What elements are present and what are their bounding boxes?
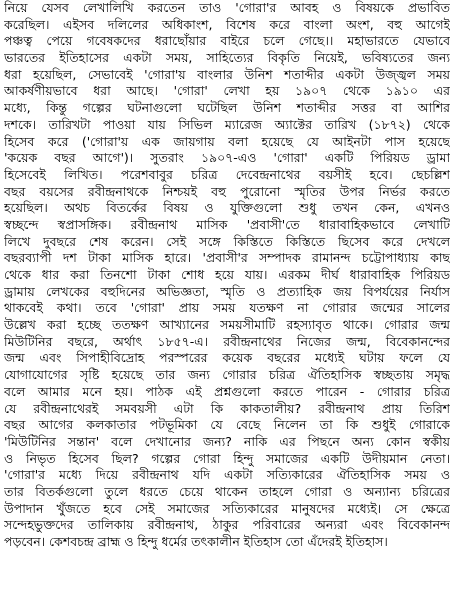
text-line: 'গোরা'র মধ্যে দিয়ে রবীন্দ্রনাথ যদি একটা সত্যিকারের ঐতিহাসিক সময় ও bbox=[4, 467, 450, 483]
text-line: থেকে ধার করা তিনশো টাকা শোধ হয়ে যায়। এরকম দীর্ঘ ধারাবাহিক পিরিয়ড bbox=[4, 267, 450, 282]
text-line: মধ্যে, কিন্তু গল্পের ঘটনাগুলো ঘটেছিল উনিশ শতাব্দীর সত্তর বা আশির bbox=[4, 100, 450, 116]
text-line: 'মিউটিনির সন্তান' বলে দেখানোর জন্য? নাকি এর পিছনে অন্য কোন স্বকীয় bbox=[4, 433, 450, 449]
text-line: লিখে দুবছরে শেষ করেন। সেই সঙ্গে কিস্তিতে কিস্তিতে ছিসেব করে দেখলে bbox=[4, 233, 450, 249]
text-line: ভারতের ইতিহাসের একটা সময়, সাহিত্যের বিকৃতি নিয়েই, ভবিষ্যতের জন্য bbox=[4, 50, 450, 66]
text-line: পঞ্চত্ব পেয়ে গবেষকদের ধরাছোঁয়ার বাইরে চলে গেছে।। মহাভারতে যেভাবে bbox=[4, 33, 450, 49]
text-line: জন্ম এবং সিপাহীবিদ্রোহ পরস্পরের কয়েক বছরের মধ্যেই ঘটায় ফলে যে bbox=[4, 350, 450, 366]
text-line: উল্লেখ করা হচ্ছে ততক্ষণ আখ্যানের সময়সীমাটি রহস্যাবৃত থাকে। গোরার জন্ম bbox=[4, 317, 450, 333]
text-line: তার বিতর্কগুলো তুলে ধরতে চেয়ে থাকেন তাহলে গোরা ও অন্যান্য চরিত্রের bbox=[4, 483, 450, 499]
text-line: ও নিভৃত হিসেব ছিল? গল্পের গোরা হিন্দু সমাজের একটি উদীয়মান নেতা। bbox=[4, 450, 450, 466]
text-line: হয়েছিল। অথচ বিতর্কের বিষয় ও যুক্তিগুলো শুধু তখন কেন, এখনও bbox=[4, 200, 450, 216]
text-line: দশকে। তারিখটা পাওয়া যায় সিভিল ম্যারেজ অ্যাক্টের তারিখ (১৮৭২) থেকে bbox=[4, 116, 450, 132]
text-line: বছর বয়সের রবীন্দ্রনাথকে নিশ্চয়ই বহু পুরোনো স্মৃতির উপর নির্ভর করতে bbox=[4, 183, 450, 199]
text-line: যোগাযোগের সৃষ্টি হয়েছে তার জন্য গোরার চরিত্র ঐতিহাসিক স্বচ্ছতায় সমৃদ্ধ bbox=[4, 367, 450, 383]
text-line: পড়বেন। কেশবচন্দ্র ব্রাহ্ম ও হিন্দু ধর্মের তৎকালীন ইতিহাস তো এঁদেরই ইতিহাস। bbox=[4, 534, 388, 549]
text-line: আকর্ষণীয়ভাবে ধরা আছে। 'গোরা' লেখা হয় ১৯০৭ থেকে ১৯১০ এর bbox=[4, 83, 450, 99]
text-line: নিয়ে যেসব লেখালিখি করতেন তাও 'গোরা'র আবহ ও বিষয়কে প্রভাবিত bbox=[4, 0, 450, 15]
text-line: বলে আমার মনে হয়। পাঠক এই প্রশ্নগুলো করতে পারেন - গোরার চরিত্র bbox=[4, 383, 450, 399]
text-line: মিউটিনির বছরে, অর্থাৎ ১৮৫৭-এ। রবীন্দ্রনাথের নিজের জন্ম, বিবেকানন্দের bbox=[4, 333, 450, 349]
text-line: সন্দেহভুক্তদের তালিকায় রবীন্দ্রনাথ, ঠাকুর পরিবারের অন্যরা এবং বিবেকানন্দ bbox=[4, 517, 450, 533]
text-line: বছর আগের কলকাতার পটভূমিকা যে বেছে নিলেন তা কি শুধুই গোরাকে bbox=[4, 417, 450, 433]
text-line: থাকবেই কথা। তবে 'গোরা' প্রায় সময় যতক্ষণ না গোরার জন্মের সালের bbox=[4, 300, 450, 316]
text-line: হিসেব করে ('গোরা'য় এক জায়গায় বলা হয়েছে যে আইনটা পাস হয়েছে bbox=[4, 133, 450, 149]
text-line: ধরা হয়েছিল, সেভাবেই 'গোরা'য় বাংলার উনিশ শতাব্দীর একটা উজ্জ্বল সময় bbox=[4, 66, 450, 82]
text-line: করেছিল। এইসব দলিলের অধিকাংশ, বিশেষ করে বাংলা অংশ, বহু আগেই bbox=[4, 16, 450, 32]
text-line: হিসেবেই লিখিত। পরেশবাবুর চরিত্র দেবেন্দ্রনাথের বয়সীই হবে। ছেচল্লিশ bbox=[4, 166, 450, 182]
text-line: স্বচ্ছন্দে স্বপ্রাসঙ্গিক। রবীন্দ্রনাথ মাসিক 'প্রবাসী'তে ধারাবাহিকভাবে লেখাটি bbox=[4, 216, 450, 232]
text-line: যে রবীন্দ্রনাথেরই সমবয়সী এটা কি কাকতালীয়? রবীন্দ্রনাথ প্রায় তিরিশ bbox=[4, 400, 450, 416]
text-line: 'কয়েক বছর আগে')। সুতরাং ১৯০৭-এও 'গোরা' একটি পিরিয়ড ড্রামা bbox=[4, 150, 450, 166]
text-line: ড্রামায় লেখকের বহুদিনের অভিজ্ঞতা, স্মৃতি ও প্রত্যাহিক জয় বিপর্যয়ের নির্যাস bbox=[4, 283, 450, 299]
text-line: বছরব্যাপী দশ টাকা মাসিক হারে। 'প্রবাসী'র সম্পাদক রামানন্দ চট্টোপাধ্যায় কাছ bbox=[4, 250, 450, 266]
text-line: উপাদান খুঁজতে হবে সেই সমাজের সত্যিকারের মানুষদের মধ্যেই। সে ক্ষেত্রে bbox=[4, 500, 450, 516]
body-text bbox=[4, 0, 450, 551]
